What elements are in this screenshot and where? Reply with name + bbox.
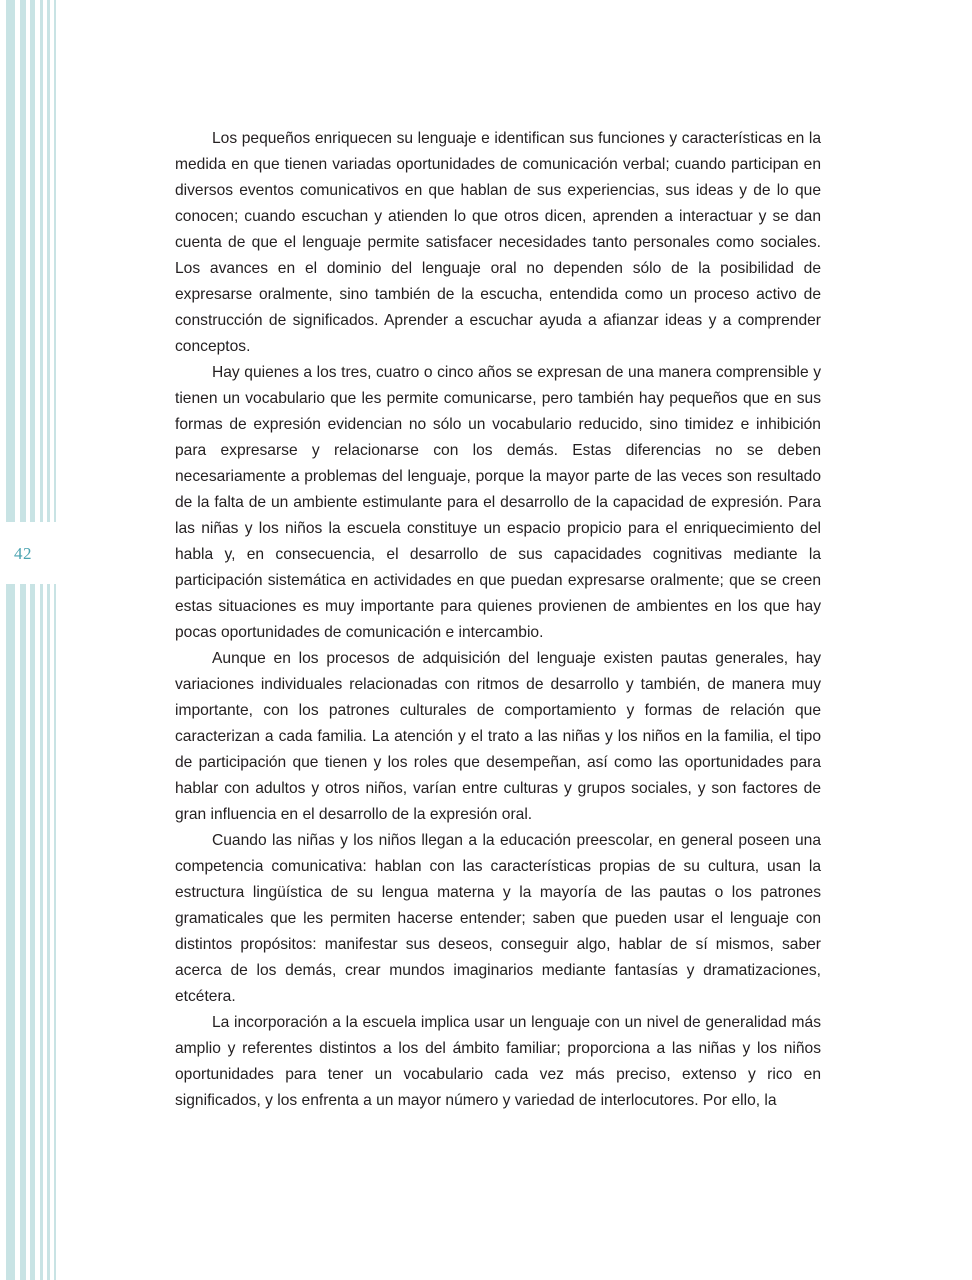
margin-stripes-top [0, 0, 56, 522]
paragraph: La incorporación a la escuela implica usar un lenguaje con un nivel de generalidad más amplio y referentes distintos a los del ámbito familiar; proporciona a las niñas y los niños oportunidades para tener un vocabulario cada vez más preciso, extenso y rico en significados, y los enfrenta a un mayor número y variedad de interlocutores. Por ello, la [175, 1014, 821, 1109]
page-number: 42 [14, 544, 32, 563]
body-text [175, 126, 821, 1114]
paragraph: Aunque en los procesos de adquisición del lenguaje existen pautas generales, hay variaciones individuales relacionadas con ritmos de desarrollo y también, de manera muy importante, con los patrones culturales de comportamiento y formas de relación que caracterizan a cada familia. La atención y el trato a las niñas y los niños en la familia, el tipo de participación que tienen y los roles que desempeñan, así como las oportunidades para hablar con adultos y otros niños, varían entre culturas y grupos sociales, y son factores de gran influencia en el desarrollo de la expresión oral. [175, 650, 821, 823]
paragraph: Cuando las niñas y los niños llegan a la educación preescolar, en general poseen una competencia comunicativa: hablan con las características propias de su cultura, usan la estructura lingüística de su lengua materna y la mayoría de las pautas o los patrones gramaticales que les permiten hacerse entender; saben que pueden usar el lenguaje con distintos propósitos: manifestar sus deseos, conseguir algo, hablar de sí mismos, saber acerca de los demás, crear mundos imaginarios mediante fantasías y dramatizaciones, etcétera. [175, 832, 821, 1005]
paragraph: Hay quienes a los tres, cuatro o cinco años se expresan de una manera comprensible y tienen un vocabulario que les permite comunicarse, pero también hay pequeños que en sus formas de expresión evidencian no sólo un vocabulario reducido, sino timidez e inhibición para expresarse y relacionarse con los demás. Estas diferencias no se deben necesariamente a problemas del lenguaje, porque la mayor parte de las veces son resultado de la falta de un ambiente estimulante para el desarrollo de la capacidad de expresión. Para las niñas y los niños la escuela constituye un espacio propicio para el enriquecimiento del habla y, en consecuencia, el desarrollo de sus capacidades cognitivas mediante la participación sistemática en actividades en que puedan expresarse oralmente; que se creen estas situaciones es muy importante para quienes provienen de ambientes en los que hay pocas oportunidades de comunicación e intercambio. [175, 364, 821, 641]
paragraph: Los pequeños enriquecen su lenguaje e identifican sus funciones y características en la medida en que tienen variadas oportunidades de comunicación verbal; cuando participan en diversos eventos comunicativos en que hablan de sus experiencias, sus ideas y de lo que conocen; cuando escuchan y atienden lo que otros dicen, aprenden a interactuar y se dan cuenta de que el lenguaje permite satisfacer necesidades tanto personales como sociales. Los avances en el dominio del lenguaje oral no dependen sólo de la posibilidad de expresarse oralmente, sino también de la escucha, entendida como un proceso activo de construcción de significados. Aprender a escuchar ayuda a afianzar ideas y a comprender conceptos. [175, 130, 821, 355]
margin-stripes-bottom [0, 584, 56, 1280]
